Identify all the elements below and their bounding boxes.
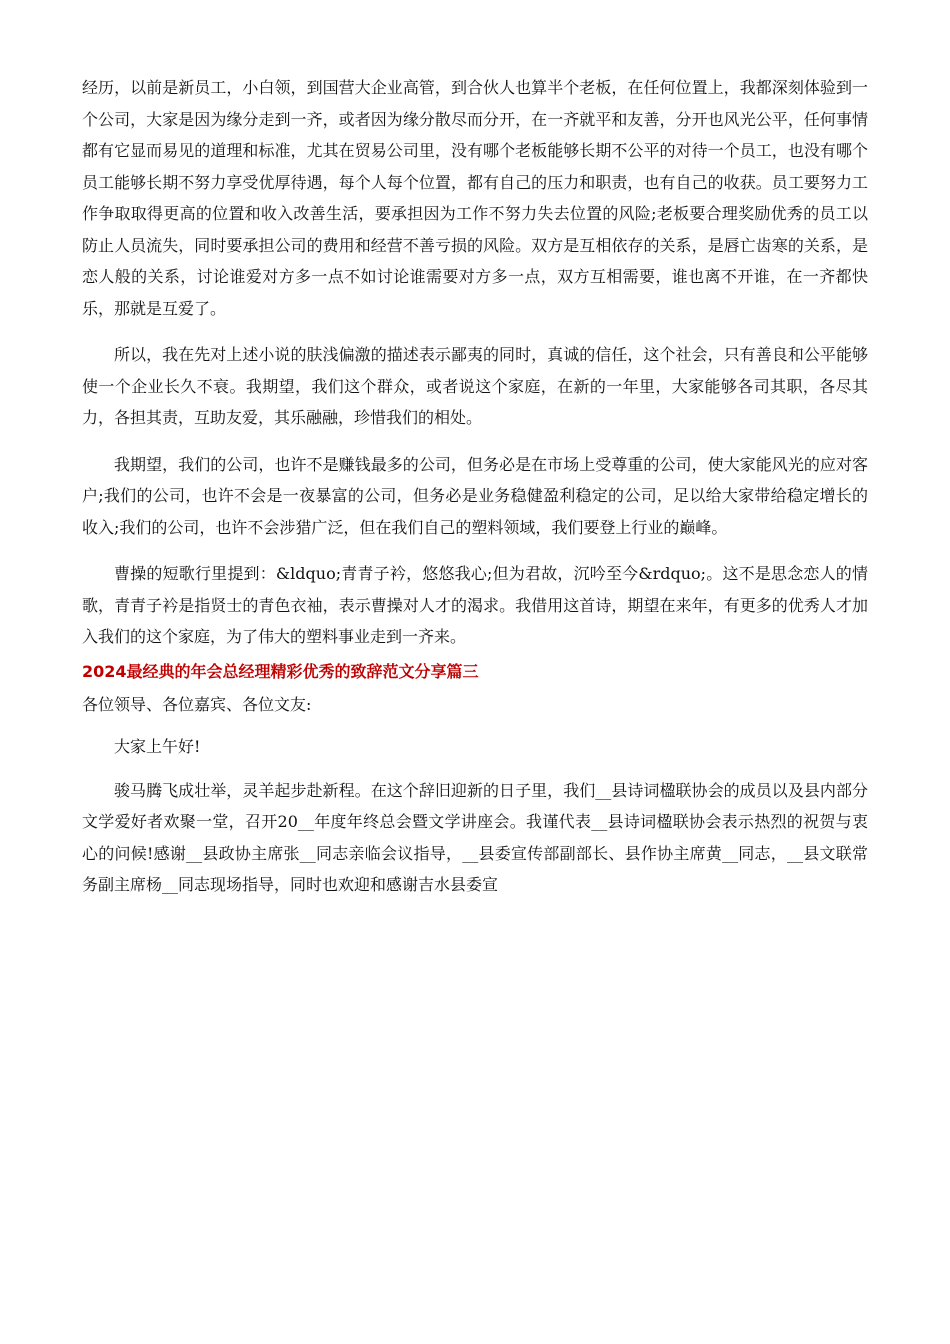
body-paragraph-3: 我期望，我们的公司，也许不是赚钱最多的公司，但务必是在市场上受尊重的公司，使大家能风光的应对客户;我们的公司，也许不会是一夜暴富的公司，但务必是业务稳健盈利稳定的公司，足以给大家带给稳定增长的收入;我们的公司，也许不会涉猎广泛，但在我们自己的塑料领域，我们要登上行业的巅峰。 — [82, 454, 868, 537]
body-paragraph-2: 所以，我在先对上述小说的肤浅偏激的描述表示鄙夷的同时，真诚的信任，这个社会，只有善良和公平能够使一个企业长久不衰。我期望，我们这个群众，或者说这个家庭，在新的一年里，大家能够各司其职，各尽其力，各担其责，互助友爱，其乐融融，珍惜我们的相处。 — [82, 345, 868, 427]
body-paragraph-4: 曹操的短歌行里提到：&ldquo;青青子衿，悠悠我心;但为君故，沉吟至今&rdquo;。这不是思念恋人的情歌，青青子衿是指贤士的青色衣袖，表示曹操对人才的渴求。我借用这首诗，期望在来年，有更多的优秀人才加入我们的这个家庭，为了伟大的塑料事业走到一齐来。 — [82, 564, 868, 646]
greeting: 大家上午好! — [114, 736, 201, 756]
body-paragraph-5: 骏马腾飞成壮举，灵羊起步赴新程。在这个辞旧迎新的日子里，我们__县诗词楹联协会的成员以及县内部分文学爱好者欢聚一堂，召开20__年度年终总会暨文学讲座会。我谨代表__县诗词楹联协会表示热烈的祝贺与衷心的问候!感谢__县政协主席张__同志亲临会议指导，__县委宣传部副部长、县作协主席黄__同志，__县文联常务副主席杨__同志现场指导，同时也欢迎和感谢吉水县委宣 — [82, 780, 868, 894]
body-paragraph-1: 经历，以前是新员工，小白领，到国营大企业高管，到合伙人也算半个老板，在任何位置上，我都深刻体验到一个公司，大家是因为缘分走到一齐，或者因为缘分散尽而分开，在一齐就平和友善，分开也风光公平，任何事情都有它显而易见的道理和标准，尤其在贸易公司里，没有哪个老板能够长期不公平的对待一个员工，也没有哪个员工能够长期不努力享受优厚待遇，每个人每个位置，都有自己的压力和职责，也有自己的收获。员工要努力工作争取取得更高的位置和收入改善生活，要承担因为工作不努力失去位置的风险;老板要合理奖励优秀的员工以防止人员流失，同时要承担公司的费用和经营不善亏损的风险。双方是互相依存的关系，是唇亡齿寒的关系，是恋人般的关系，讨论谁爱对方多一点不如讨论谁需要对方多一点，双方互相需要，谁也离不开谁，在一齐都快乐，那就是互爱了。 — [82, 78, 868, 318]
section-heading: 2024最经典的年会总经理精彩优秀的致辞范文分享篇三 — [82, 661, 479, 681]
salutation: 各位领导、各位嘉宾、各位文友: — [82, 694, 312, 714]
